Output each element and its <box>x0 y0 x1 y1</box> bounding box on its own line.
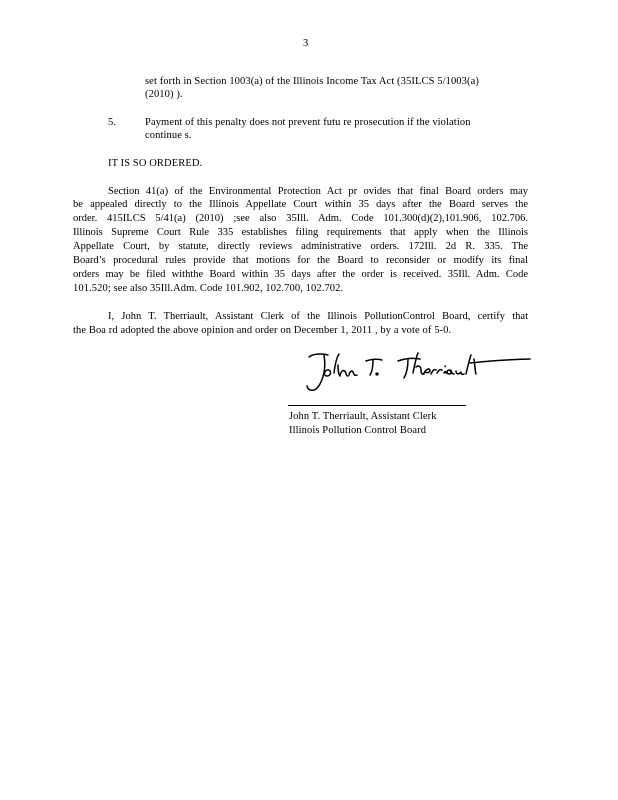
signature-line <box>288 405 466 406</box>
certify-paragraph-line-2: the Boa rd adopted the above opinion and order on December 1, 2011 , by a vote of 5-0. <box>73 325 452 336</box>
continuation-line-1: set forth in Section 1003(a) of the Illinois Income Tax Act (35ILCS 5/1003(a) <box>145 76 479 87</box>
item-5-line-1: Payment of this penalty does not prevent futu re prosecution if the violation <box>145 117 471 128</box>
appeal-paragraph-line-6: Board’s procedural rules provide that motions for the Board to reconsider or modify its final <box>73 255 528 266</box>
page-number: 3 <box>303 38 309 49</box>
continuation-line-2: (2010) ). <box>145 89 183 100</box>
appeal-paragraph-line-8: 101.520; see also 35Ill.Adm. Code 101.902, 102.700, 102.702. <box>73 283 344 294</box>
signatory-name-title: John T. Therriault, Assistant Clerk <box>289 411 437 422</box>
appeal-paragraph-line-4: Illinois Supreme Court Rule 335 establishes filing requirements that apply when the Illinois <box>73 227 528 238</box>
appeal-paragraph-line-7: orders may be filed withthe Board within 35 days after the order is received. 35Ill. Adm. Code <box>73 269 528 280</box>
signatory-organization: Illinois Pollution Control Board <box>289 425 427 436</box>
appeal-paragraph-line-5: Appellate Court, by statute, directly reviews administrative orders. 172Ill. 2d R. 335. The <box>73 241 528 252</box>
certify-paragraph-line-1: I, John T. Therriault, Assistant Clerk of the Illinois PollutionControl Board, certify that <box>108 311 528 322</box>
appeal-paragraph-line-2: be appealed directly to the Illinois Appellate Court within 35 days after the Board serves the <box>73 199 528 210</box>
handwritten-signature <box>300 345 550 397</box>
appeal-paragraph-line-1: Section 41(a) of the Environmental Protection Act pr ovides that final Board orders may <box>108 186 528 197</box>
appeal-paragraph-line-3: order. 415ILCS 5/41(a) (2010) ;see also 35Ill. Adm. Code 101.300(d)(2),101.906, 102.706. <box>73 213 528 224</box>
item-5-number: 5. <box>108 117 117 128</box>
item-5-line-2: continue s. <box>145 130 192 141</box>
so-ordered-heading: IT IS SO ORDERED. <box>108 158 203 169</box>
